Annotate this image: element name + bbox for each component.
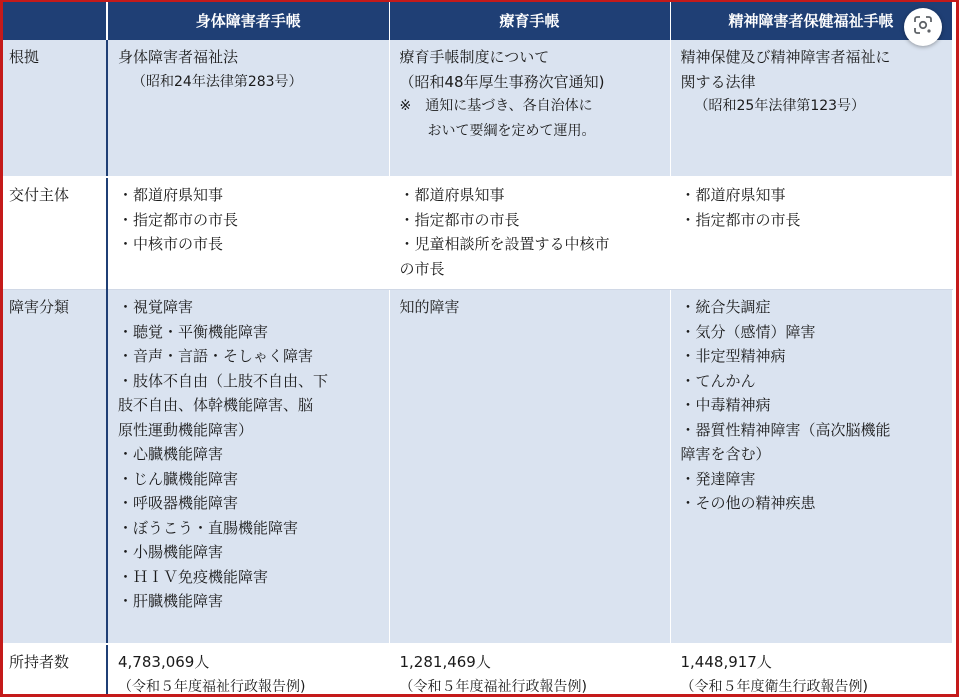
header-ryoiku: 療育手帳 xyxy=(389,2,670,40)
list-item: ・指定都市の市長 xyxy=(680,210,801,229)
list-item: ・ＨＩＶ免疫機能障害 xyxy=(118,567,269,586)
list-item: ・その他の精神疾患 xyxy=(680,494,816,512)
row-basis xyxy=(3,40,952,177)
list-item-continuation: 肢不自由、体幹機能障害、脳 xyxy=(118,396,314,414)
cell-basis-ryoiku xyxy=(389,40,670,177)
header-blank xyxy=(3,2,107,40)
cell-category-ryoiku xyxy=(389,290,670,645)
list-item: ・都道府県知事 xyxy=(118,186,224,204)
cell-category-mental xyxy=(670,290,952,645)
list-item: ・統合失調症 xyxy=(680,298,771,316)
text-line: （昭和25年法律第123号） xyxy=(694,98,866,114)
row-label-issuer: 交付主体 xyxy=(3,177,107,290)
text-line: 身体障害者福祉法 xyxy=(118,48,239,66)
holder-count: 1,448,917人 xyxy=(680,653,772,671)
cell-basis-physical xyxy=(107,40,389,177)
list-item: ・指定都市の市長 xyxy=(118,210,239,229)
lens-search-icon xyxy=(913,15,933,39)
cell-issuer-physical xyxy=(107,177,389,290)
list-item: ・心臓機能障害 xyxy=(118,445,224,463)
row-label-basis: 根拠 xyxy=(3,40,107,177)
list-item: ・肢体不自由（上肢不自由、下 xyxy=(118,371,329,390)
list-item: ・発達障害 xyxy=(680,469,756,488)
list-item-continuation: 障害を含む） xyxy=(680,445,771,463)
text-line: 知的障害 xyxy=(399,298,460,316)
header-physical-disability: 身体障害者手帳 xyxy=(107,2,389,40)
cell-holders-ryoiku xyxy=(389,644,670,697)
holder-source: （令和５年度福祉行政報告例) xyxy=(118,678,306,695)
list-item: ・音声・言語・そしゃく障害 xyxy=(118,347,314,365)
list-item: ・小腸機能障害 xyxy=(118,543,224,561)
list-item-continuation: の市長 xyxy=(399,259,445,278)
row-holders xyxy=(3,644,952,697)
text-line: （昭和24年法律第283号） xyxy=(132,73,303,90)
row-label-holders: 所持者数 xyxy=(3,644,107,697)
list-item: ・ぼうこう・直腸機能障害 xyxy=(118,518,299,537)
list-item: ・非定型精神病 xyxy=(680,347,786,365)
handbook-comparison-table xyxy=(3,2,953,697)
text-line: （昭和48年厚生事務次官通知) xyxy=(399,72,605,91)
cell-issuer-mental xyxy=(670,177,952,290)
cell-issuer-ryoiku xyxy=(389,177,670,290)
cell-basis-mental xyxy=(670,40,952,177)
list-item-continuation: 原性運動機能障害） xyxy=(118,420,254,439)
holder-source: （令和５年度福祉行政報告例) xyxy=(399,678,587,695)
holder-count: 1,281,469人 xyxy=(399,653,491,671)
cell-category-physical xyxy=(107,290,389,645)
header-row xyxy=(3,2,952,40)
note-line: おいて要綱を定めて運用。 xyxy=(427,122,596,139)
cell-holders-mental xyxy=(670,644,952,697)
list-item: ・都道府県知事 xyxy=(680,186,786,204)
holder-source: （令和５年度衛生行政報告例) xyxy=(680,678,868,695)
list-item: ・指定都市の市長 xyxy=(399,210,520,229)
list-item: ・肝臓機能障害 xyxy=(118,592,224,610)
lens-search-button[interactable] xyxy=(904,8,942,46)
list-item: ・聴覚・平衡機能障害 xyxy=(118,322,269,341)
list-item: ・視覚障害 xyxy=(118,298,194,316)
list-item: ・呼吸器機能障害 xyxy=(118,494,239,512)
text-line: 関する法律 xyxy=(680,72,756,91)
list-item: ・中核市の市長 xyxy=(118,235,224,253)
list-item: ・てんかん xyxy=(680,371,756,390)
row-category xyxy=(3,290,952,645)
header-mental-health: 精神障害者保健福祉手帳 xyxy=(670,2,952,40)
list-item: ・中毒精神病 xyxy=(680,396,771,414)
row-issuer xyxy=(3,177,952,290)
list-item: ・都道府県知事 xyxy=(399,186,505,204)
note-line: ※ 通知に基づき、各自治体に xyxy=(399,98,593,114)
list-item: ・器質性精神障害（高次脳機能 xyxy=(680,420,891,439)
holder-count: 4,783,069人 xyxy=(118,653,210,671)
list-item: ・児童相談所を設置する中核市 xyxy=(399,235,610,253)
row-label-category: 障害分類 xyxy=(3,290,107,645)
text-line: 療育手帳制度について xyxy=(399,48,550,66)
cell-holders-physical xyxy=(107,644,389,697)
list-item: ・じん臓機能障害 xyxy=(118,469,239,488)
list-item: ・気分（感情）障害 xyxy=(680,322,816,341)
text-line: 精神保健及び精神障害者福祉に xyxy=(680,48,891,66)
